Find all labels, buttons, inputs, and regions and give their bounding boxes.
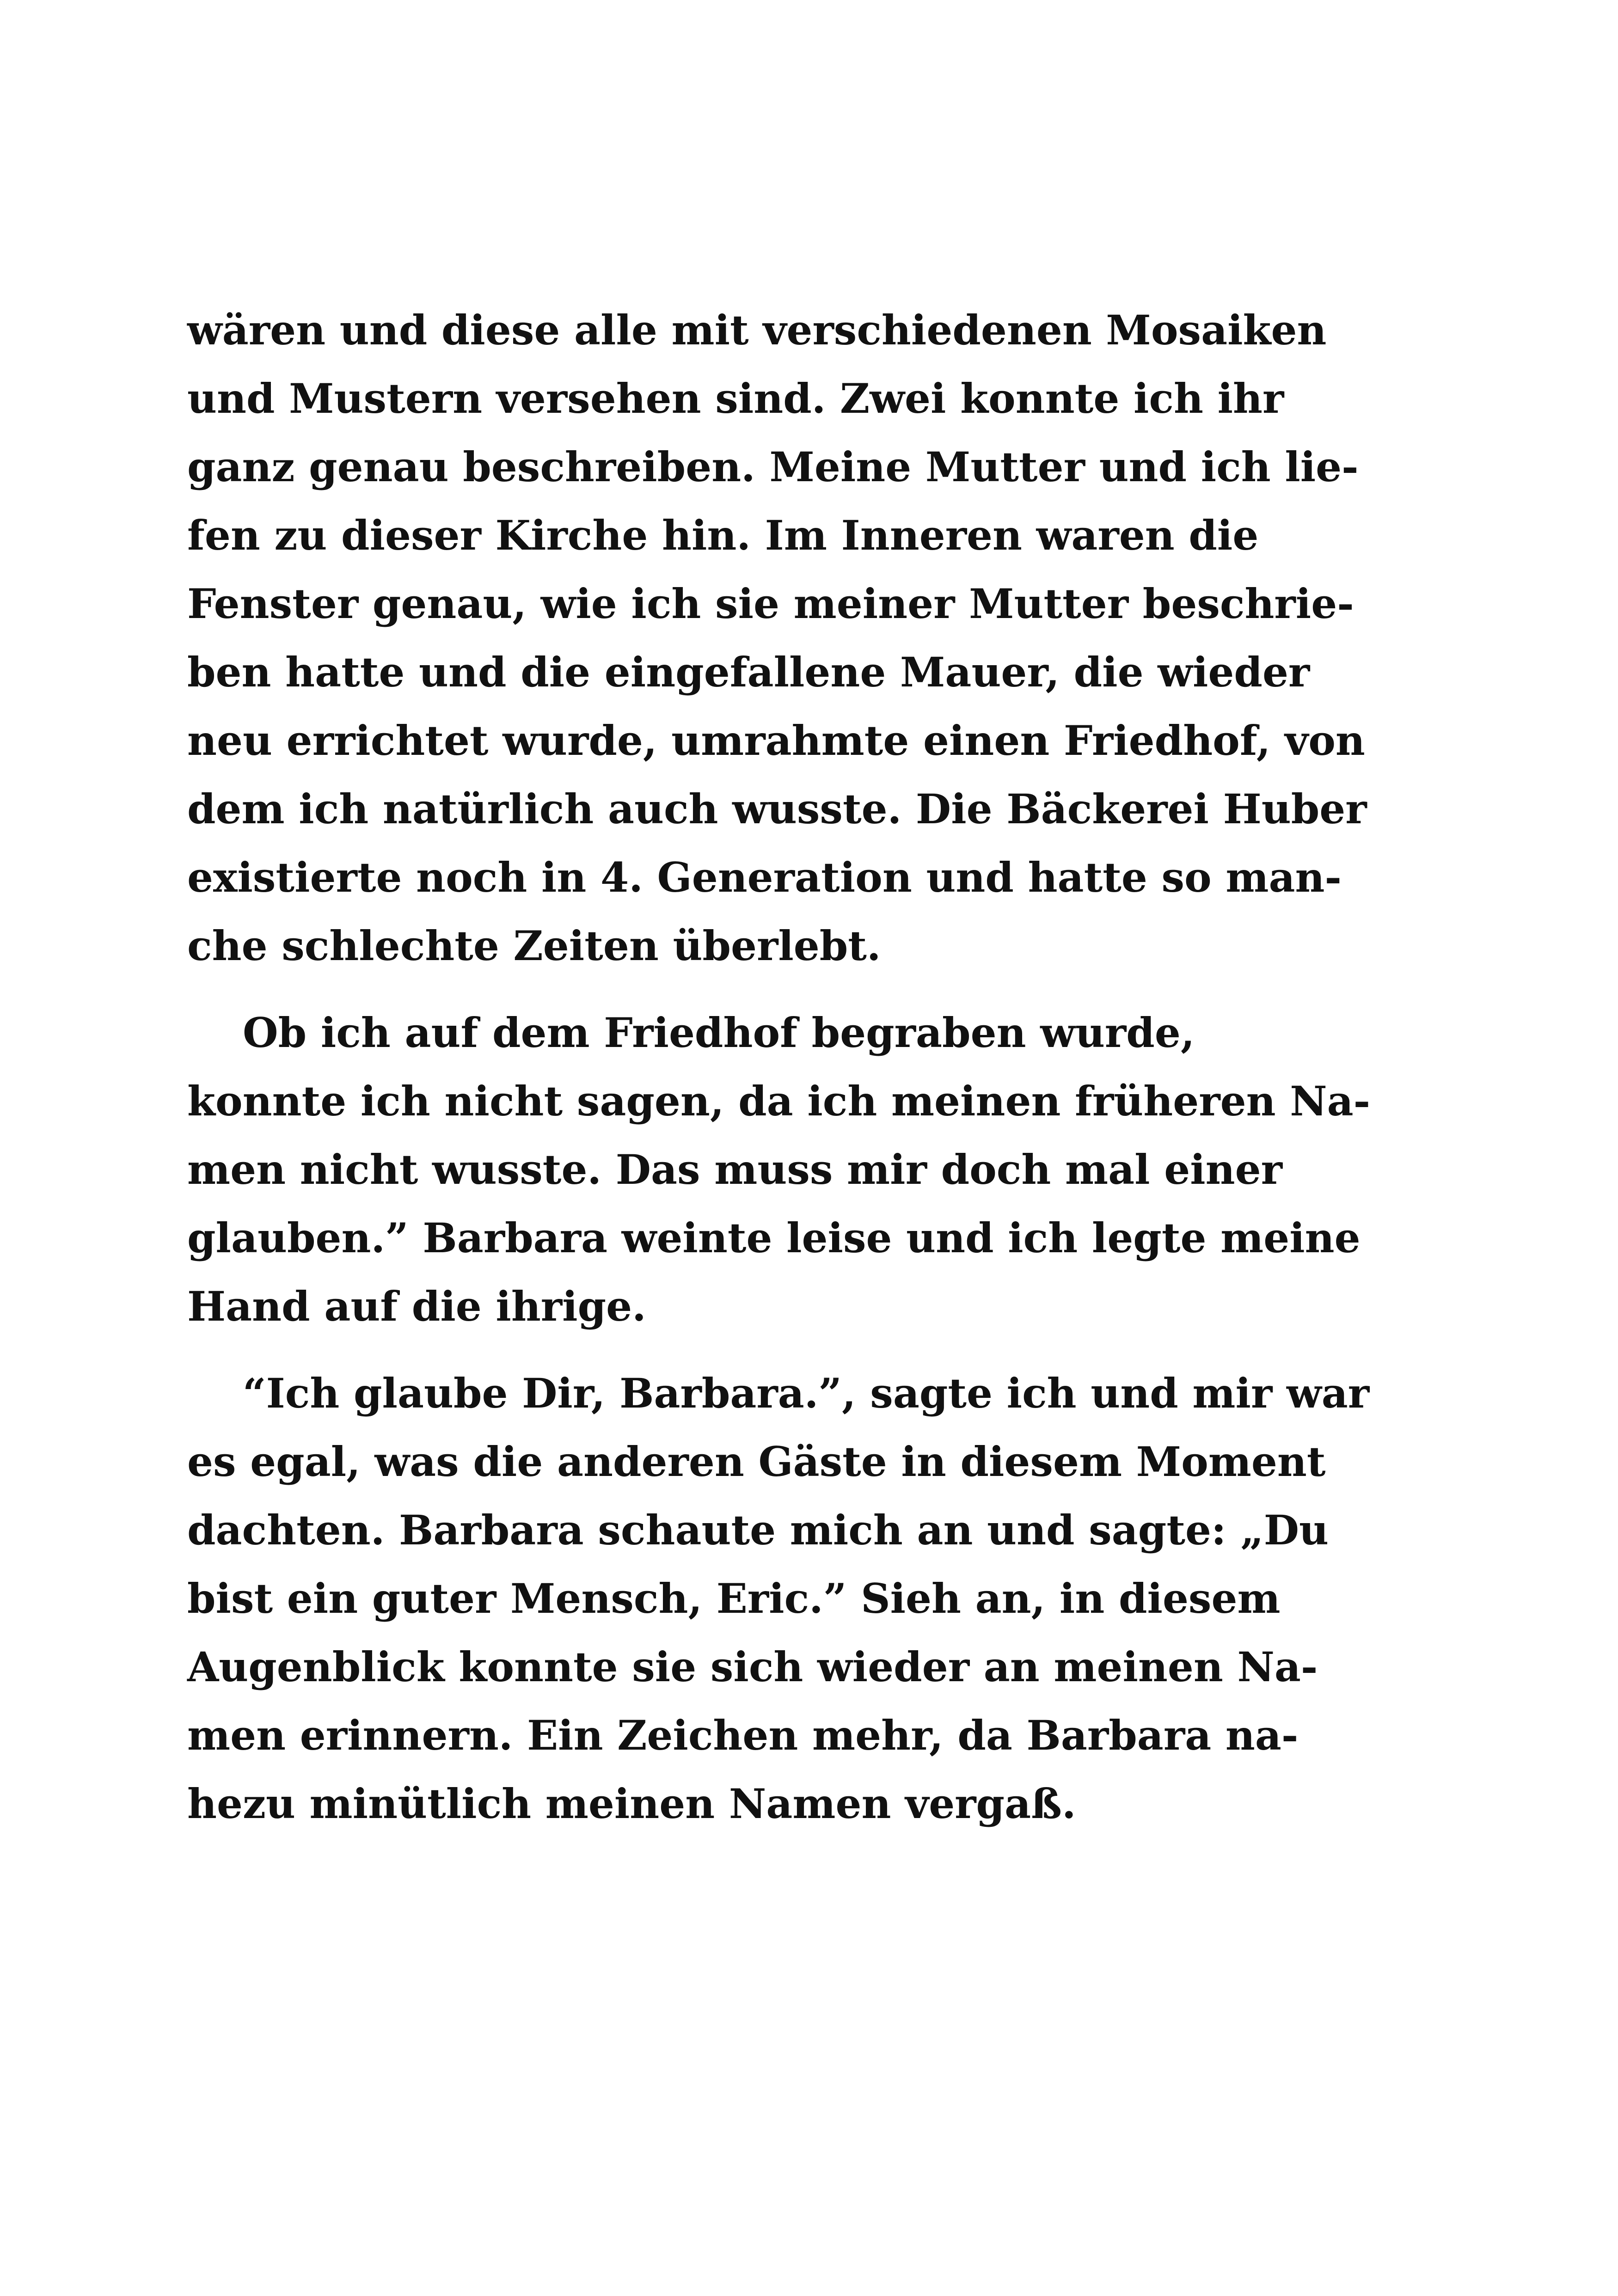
paragraph-2 — [187, 998, 1459, 1341]
text-line: Augenblick konnte sie sich wieder an meinen Na- — [187, 1643, 1318, 1691]
text-line: glauben.” Barbara weinte leise und ich legte meine — [187, 1214, 1361, 1262]
text-line: men nicht wusste. Das muss mir doch mal einer — [187, 1145, 1282, 1194]
body-text — [187, 296, 1459, 1856]
text-line: che schlechte Zeiten überlebt. — [187, 922, 881, 970]
text-line: und Mustern versehen sind. Zwei konnte ich ihr — [187, 374, 1284, 422]
text-line: ganz genau beschreiben. Meine Mutter und ich lie- — [187, 443, 1359, 491]
text-line: wären und diese alle mit verschiedenen Mosaiken — [187, 306, 1327, 354]
paragraph-1 — [187, 296, 1459, 980]
text-line: Ob ich auf dem Friedhof begraben wurde, — [243, 1009, 1195, 1057]
text-line: fen zu dieser Kirche hin. Im Inneren waren die — [187, 511, 1259, 559]
text-line: “Ich glaube Dir, Barbara.”, sagte ich und mir war — [243, 1369, 1370, 1417]
text-line: dachten. Barbara schaute mich an und sagte: „Du — [187, 1506, 1329, 1554]
paragraph-3 — [187, 1359, 1459, 1838]
text-line: Fenster genau, wie ich sie meiner Mutter beschrie- — [187, 580, 1354, 628]
text-line: Hand auf die ihrige. — [187, 1282, 646, 1330]
text-line: men erinnern. Ein Zeichen mehr, da Barbara na- — [187, 1711, 1299, 1759]
text-line: dem ich natürlich auch wusste. Die Bäckerei Huber — [187, 785, 1367, 833]
text-line: bist ein guter Mensch, Eric.” Sieh an, in diesem — [187, 1574, 1281, 1623]
text-line: es egal, was die anderen Gäste in diesem Moment — [187, 1438, 1326, 1486]
text-line: neu errichtet wurde, umrahmte einen Friedhof, von — [187, 716, 1365, 765]
text-line: hezu minütlich meinen Namen vergaß. — [187, 1780, 1076, 1828]
text-line: konnte ich nicht sagen, da ich meinen früheren Na- — [187, 1077, 1371, 1125]
text-line: existierte noch in 4. Generation und hatte so man- — [187, 853, 1342, 901]
text-line: ben hatte und die eingefallene Mauer, die wieder — [187, 648, 1310, 696]
